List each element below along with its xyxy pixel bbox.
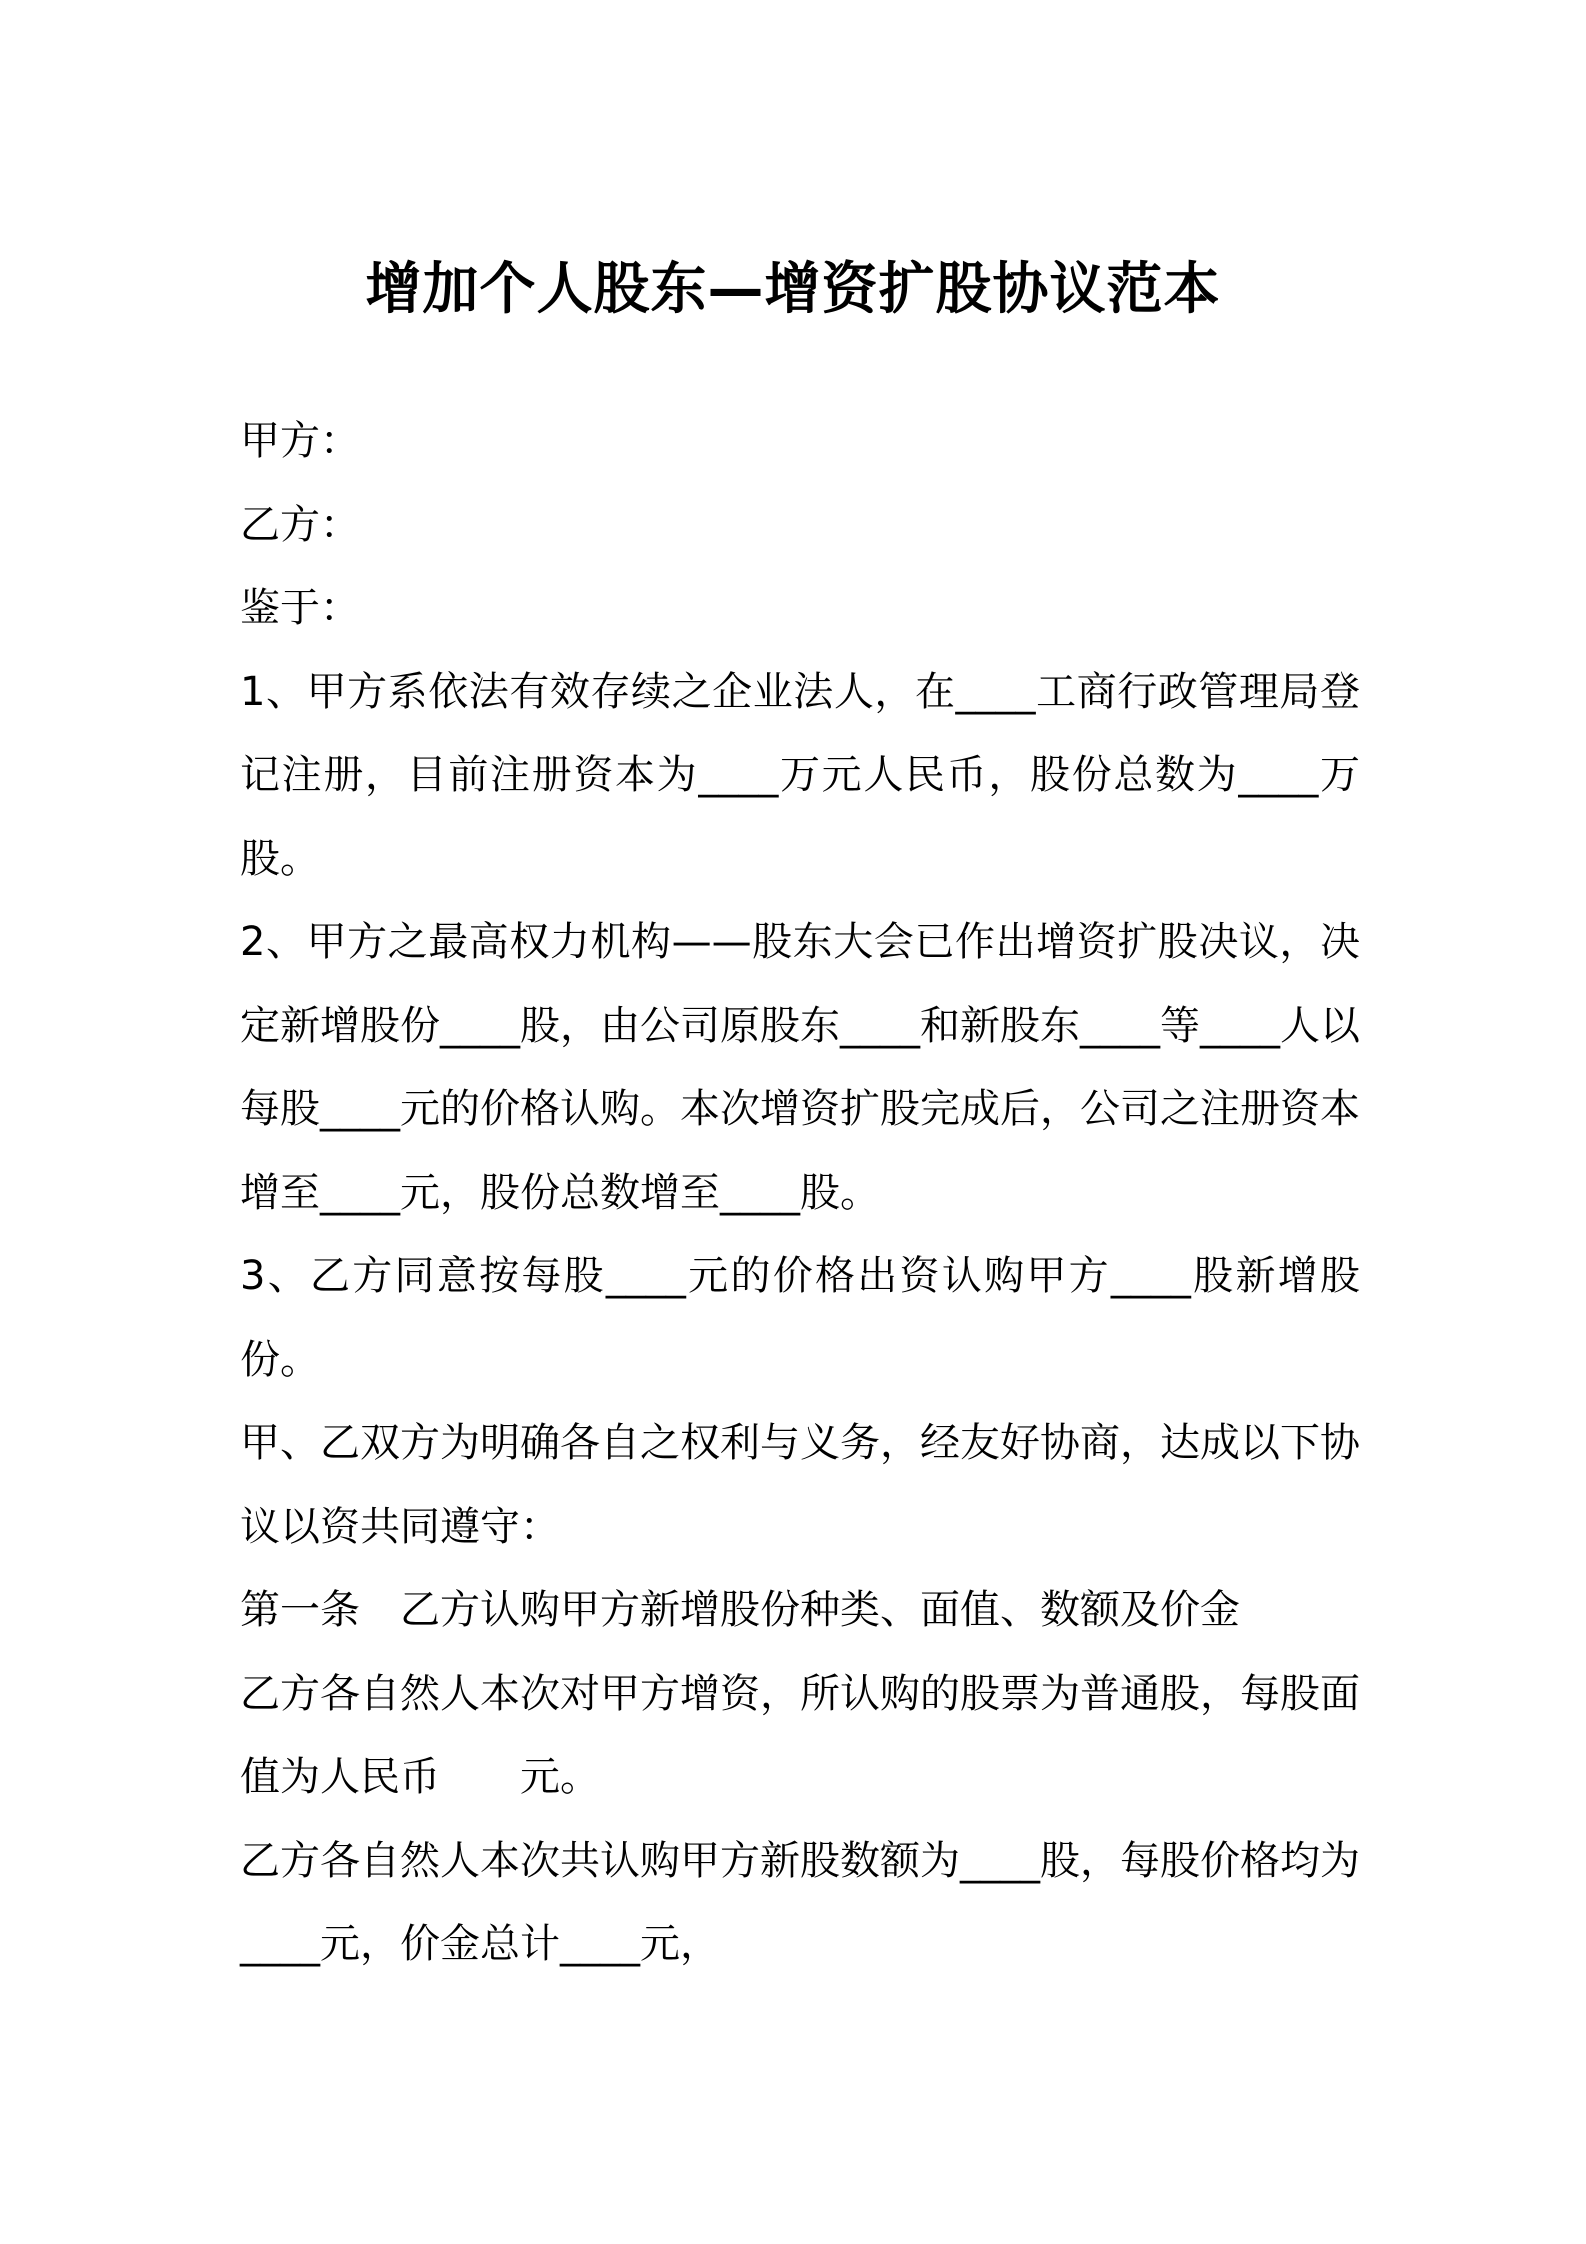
party-a-line: 甲方： [240, 418, 360, 464]
article-1-paragraph-2: 乙方各自然人本次共认购甲方新股数额为____股，每股价格均为____元，价金总计____元， [240, 1837, 1360, 1967]
agreement-intro: 甲、乙双方为明确各自之权利与义务，经友好协商，达成以下协议以资共同遵守： [240, 1420, 1360, 1550]
recital-3: 3、乙方同意按每股____元的价格出资认购甲方____股新增股份。 [240, 1253, 1360, 1383]
document-body [240, 400, 1360, 1987]
article-1-heading: 第一条 乙方认购甲方新增股份种类、面值、数额及价金 [240, 1587, 1240, 1633]
whereas-heading: 鉴于： [240, 585, 360, 631]
article-1-paragraph-1: 乙方各自然人本次对甲方增资，所认购的股票为普通股，每股面值为人民币 元。 [240, 1670, 1360, 1800]
party-b-line: 乙方： [240, 501, 360, 548]
recital-1: 1、甲方系依法有效存续之企业法人，在____工商行政管理局登记注册，目前注册资本为____万元人民币，股份总数为____万股。 [240, 668, 1360, 882]
recital-2: 2、甲方之最高权力机构——股东大会已作出增资扩股决议，决定新增股份____股，由公司原股东____和新股东____等____人以每股____元的价格认购。本次增资扩股完成后，公司之注册资本增至____元，股份总数增至____股。 [240, 919, 1360, 1216]
document-title: 增加个人股东—增资扩股协议范本 [365, 257, 1221, 322]
